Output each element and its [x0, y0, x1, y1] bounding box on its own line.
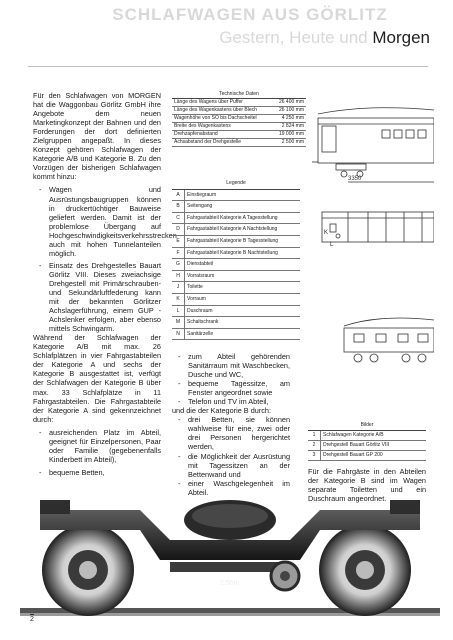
category-a-bullets-cont — [172, 352, 290, 406]
table-row: E Fahrgastabteil Kategorie B Tagesstellung — [172, 235, 300, 247]
page-number: 2 — [30, 616, 34, 623]
bogie-photo — [20, 490, 440, 620]
bilder-table — [308, 421, 426, 461]
table-row: Länge des Wagenkastens über Blech 26 100 mm — [174, 107, 304, 113]
technical-data-table — [172, 91, 306, 147]
table-row: Wagenhöhe von SO bis Dachscheitel 4 250 mm — [174, 115, 304, 121]
middle-column — [172, 352, 290, 497]
table-row: Breite des Wagenkastens 2 824 mm — [174, 123, 304, 129]
dimension-label: 3350 — [348, 176, 362, 182]
list-item: - bequeme Tagessitze, am Fenster angeordnet sowie — [188, 379, 290, 397]
wagon-side-elevation-drawing — [308, 96, 434, 256]
table-row: Achsabstand der Drehgestelle 2 500 mm — [174, 139, 304, 145]
list-item: - bequeme Betten, — [49, 468, 161, 477]
label-k: K — [324, 230, 329, 236]
category-a-bullets — [33, 428, 161, 477]
table-header: Legende — [172, 178, 300, 189]
table-row: H Vorratsraum — [172, 270, 300, 282]
page-subtitle — [130, 28, 430, 48]
title-rule — [28, 66, 428, 67]
left-column — [33, 91, 177, 477]
table-row: J Toilette — [172, 282, 300, 294]
table-row: N Sanitärzelle — [172, 328, 300, 340]
table-row: B Seitengang — [172, 201, 300, 213]
subtitle-dark: Morgen — [372, 28, 430, 47]
list-item: - Telefon und TV im Abteil, — [188, 397, 290, 406]
table-row: K Vorraum — [172, 293, 300, 305]
list-item: - die Möglichkeit der Ausrüstung mit Tagessitzen an der Bettenwand und — [188, 452, 290, 479]
table-row: 2 Drehgestell Bauart Görlitz VIII — [308, 441, 426, 451]
right-paragraph: Für die Fahrgäste in den Abteilen der Kategorie B sind im Wagen separate Toiletten und ein Duschraum angeordnet. — [308, 467, 426, 504]
table-row: G Dienstabteil — [172, 259, 300, 271]
intro-paragraph: Für den Schlafwagen von MORGEN hat die Waggonbau Görlitz GmbH ihre Angebote dem neuen Marketingkonzept der Bahnen und den Forderungen der dort definierten Zielgruppen angepaßt. In dieses Konzept gehören Schlafwagen der Kategorie A/B und Kategorie B. Zu den Vorzügen der bisherigen Schlafwagen kommt hinzu: — [33, 91, 161, 182]
category-paragraph: Während der Schlafwagen der Kategorie A/B mit max. 26 Schlafplätzen in vier Fahrgastabteilen der Kategorie A und sechs der Kategorie B ausgestattet ist, verfügt der Schlafwagen der Kategorie B über max. 33 Schlafplätze in 11 Fahrgastabteilen. Die Fahrgastabteile der Kategorie A sind gekennzeichnet durch: — [33, 333, 161, 424]
category-b-bullets — [172, 415, 290, 496]
category-b-intro: und die der Kategorie B durch: — [172, 406, 271, 416]
legend-table — [172, 178, 300, 340]
table-row: C Fahrgastabteil Kategorie A Tagesstellung — [172, 212, 300, 224]
table-header: Technische Daten — [172, 91, 306, 99]
intro-bullets — [33, 185, 177, 334]
list-item: - drei Betten, sie können wahlweise für eine, zwei oder drei Personen hergerichtet werden, — [188, 415, 290, 451]
table-row: Länge des Wagens über Puffer 26 400 mm — [174, 99, 304, 105]
label-l: L — [330, 242, 334, 248]
table-row: D Fahrgastabteil Kategorie A Nachtstellung — [172, 224, 300, 236]
table-row: M Schaltschrank — [172, 317, 300, 329]
table-row: 3 Drehgestell Bauart GP 200 — [308, 451, 426, 461]
table-header: Bilder — [308, 421, 426, 431]
table-row: L Duschraum — [172, 305, 300, 317]
table-row: A Einstiegraum — [172, 189, 300, 201]
page-title: SCHLAFWAGEN AUS GÖRLITZ — [112, 5, 388, 24]
table-row: Drehzapfenabstand 19 000 mm — [174, 131, 304, 137]
list-item: - einer Waschgelegenheit im Abteil. — [188, 479, 290, 497]
list-item: - ausreichenden Platz im Abteil, geeignet für Einzelpersonen, Paar oder Familie (gegebenenfalls Kinderbett im Abteil), — [49, 428, 161, 464]
bogie-dimension-label: 2.50m — [220, 580, 240, 587]
list-item: - Wagen und Ausrüstungsbaugruppen können in druckertüchtiger Bauweise geliefert werden. Damit ist der problemlose Übergang auf Hochgeschwindigkeitsverkehrsstrecken auch mit hohen Tunnelanteilen möglich. — [49, 185, 161, 257]
list-item: - Einsatz des Drehgestelles Bauart Görlitz VIII. Dieses zweiachsige Drehgestell mit Primärschrauben- und Sekundärluftfederung kann mit der bekannten Görlitzer Achslagerführung, einem GUP - Achslenker erfolgen, aber ebenso mittels Schwingarm. — [49, 261, 161, 333]
wagon-end-view-drawing — [340, 310, 434, 370]
table-row: F Fahrgastabteil Kategorie B Nachtstellung — [172, 247, 300, 259]
table-row: 1 Schlafwagen Kategorie A/B — [308, 431, 426, 441]
list-item: - zum Abteil gehörenden Sanitärraum mit Waschbecken, Dusche und WC, — [188, 352, 290, 379]
subtitle-grey: Gestern, Heute und — [219, 28, 368, 47]
